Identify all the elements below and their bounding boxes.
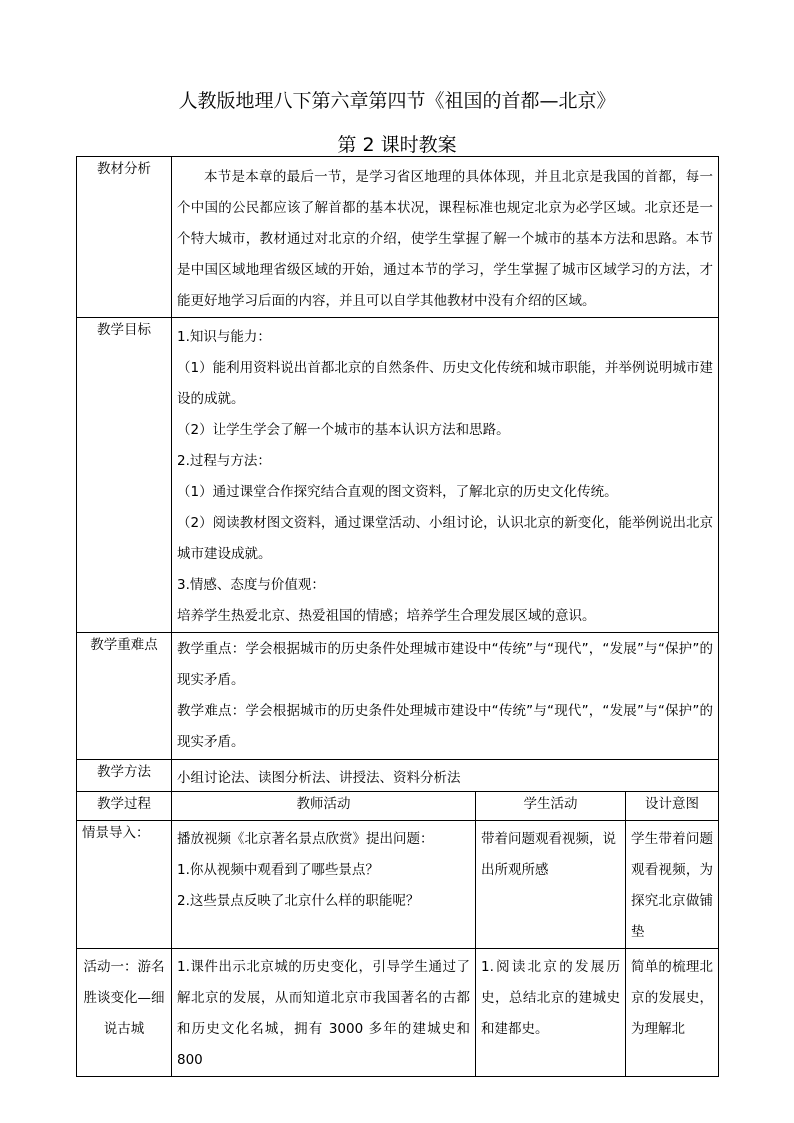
teacher-activity-line: 2.这些景点反映了北京什么样的职能呢？ <box>177 893 420 909</box>
key-points-row <box>77 633 719 760</box>
key-points-label: 教学重难点 <box>77 633 172 760</box>
analysis-row <box>77 157 719 318</box>
objective-line: （1）能利用资料说出首都北京的自然条件、历史文化传统和城市职能，并举例说明城市建设的成就。 <box>177 360 714 407</box>
process-stage: 活动一：游名胜谈变化—细说古城 <box>83 959 165 1037</box>
student-activity: 带着问题观看视频，说出所观所感 <box>481 831 616 878</box>
objective-line: 1.知识与能力： <box>177 329 271 345</box>
process-stage: 情景导入： <box>77 821 172 949</box>
objective-line: （2）让学生学会了解一个城市的基本认识方法和思路。 <box>177 422 510 438</box>
process-row-intro <box>77 821 719 949</box>
process-row-activity1 <box>77 949 719 1077</box>
methods-row <box>77 760 719 792</box>
analysis-text: 本节是本章的最后一节，是学习省区地理的具体体现，并且北京是我国的首都，每一个中国的公民都应该了解首都的基本状况，课程标准也规定北京为必学区域。北京还是一个特大城市，教材通过对北京的介绍，使学生掌握了解一个城市的基本方法和思路。本节是中国区域地理省级区域的开始，通过本节的学习，学生掌握了城市区域学习的方法，才能更好地学习后面的内容，并且可以自学其他教材中没有介绍的区域。 <box>177 169 714 309</box>
process-header-student: 学生活动 <box>476 792 626 821</box>
objective-line: （1）通过课堂合作探究结合直观的图文资料，了解北京的历史文化传统。 <box>177 484 618 500</box>
difficult-point-text: 教学难点：学会根据城市的历史条件处理城市建设中“传统”与“现代”，“发展”与“保护”的现实矛盾。 <box>177 703 714 750</box>
objective-line: 3.情感、态度与价值观： <box>177 577 325 593</box>
process-header-intent: 设计意图 <box>626 792 719 821</box>
document-title: 人教版地理八下第六章第四节《祖国的首都—北京》 <box>178 90 616 112</box>
teacher-activity-line: 播放视频《北京著名景点欣赏》提出问题： <box>177 831 434 847</box>
objective-line: 培养学生热爱北京、热爱祖国的情感；培养学生合理发展区域的意识。 <box>177 608 596 624</box>
process-header-row <box>77 792 719 821</box>
key-point-text: 教学重点：学会根据城市的历史条件处理城市建设中“传统”与“现代”，“发展”与“保护”的现实矛盾。 <box>177 641 714 688</box>
methods-text: 小组讨论法、读图分析法、讲授法、资料分析法 <box>177 769 461 786</box>
process-header-stage: 教学过程 <box>77 792 172 821</box>
analysis-label: 教材分析 <box>77 157 172 318</box>
lesson-plan-table <box>76 156 719 1077</box>
process-header-teacher: 教师活动 <box>172 792 476 821</box>
objective-line: （2）阅读教材图文资料，通过课堂活动、小组讨论，认识北京的新变化，能举例说出北京城市建设成就。 <box>177 515 714 562</box>
teacher-activity-line: 1.你从视频中观看到了哪些景点？ <box>177 862 379 878</box>
design-intent: 学生带着问题观看视频，为探究北京做铺垫 <box>631 831 714 940</box>
objectives-row <box>77 318 719 633</box>
design-intent: 简单的梳理北京的发展史，为理解北 <box>631 959 714 1037</box>
objective-line: 2.过程与方法： <box>177 453 271 469</box>
objectives-label: 教学目标 <box>77 318 172 633</box>
teacher-activity-line: 1.课件出示北京城的历史变化，引导学生通过了解北京的发展，从而知道北京市我国著名的古都和历史文化名城，拥有 3000 多年的建城史和 800 <box>177 959 470 1068</box>
methods-label: 教学方法 <box>77 760 172 792</box>
document-subtitle: 第 2 课时教案 <box>337 134 457 156</box>
student-activity: 1.阅读北京的发展历史，总结北京的建城史和建都史。 <box>481 959 620 1037</box>
